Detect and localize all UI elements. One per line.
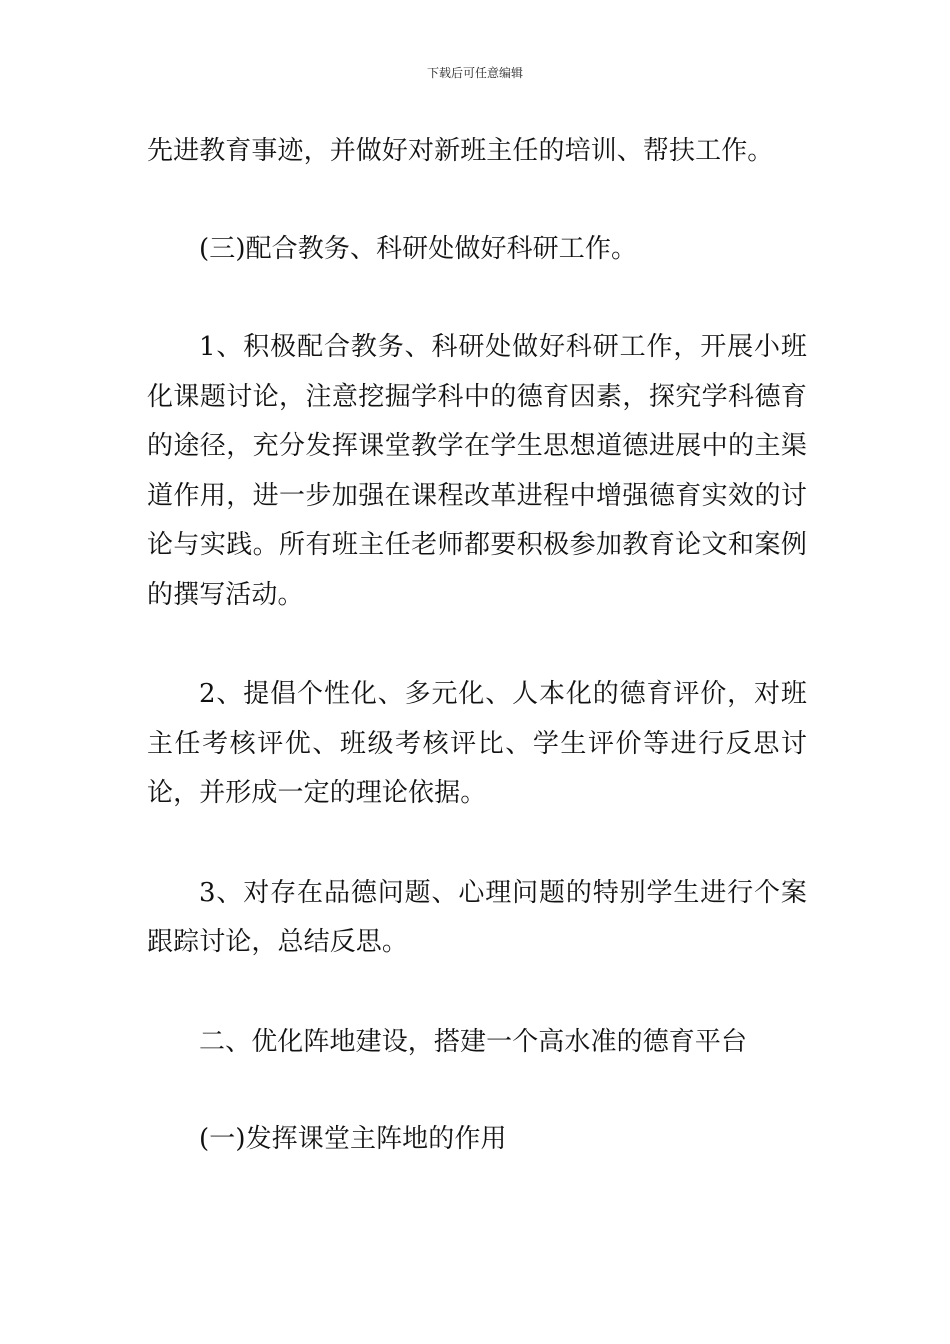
- paragraph-item-2: 2、提倡个性化、多元化、人本化的德育评价，对班主任考核评优、班级考核评比、学生评价等进行反思讨论，并形成一定的理论依据。: [147, 679, 807, 808]
- paragraph-item-1: 1、积极配合教务、科研处做好科研工作，开展小班化课题讨论，注意挖掘学科中的德育因素，探究学科德育的途径，充分发挥课堂教学在学生思想道德进展中的主渠道作用，进一步加强在课程改革进程中增强德育实效的讨论与实践。所有班主任老师都要积极参加教育论文和案例的撰写活动。: [147, 332, 807, 610]
- document-body: [147, 127, 807, 1165]
- paragraph-item-3: 3、对存在品德问题、心理问题的特别学生进行个案跟踪讨论，总结反思。: [147, 877, 807, 957]
- paragraph-continuation: 先进教育事迹，并做好对新班主任的培训、帮扶工作。: [147, 136, 774, 166]
- section-heading-1: (一)发挥课堂主阵地的作用: [199, 1124, 507, 1154]
- section-heading-3: (三)配合教务、科研处做好科研工作。: [199, 233, 638, 264]
- chapter-heading-2: 二、优化阵地建设，搭建一个高水准的德育平台: [199, 1026, 748, 1057]
- page-header-note: 下载后可任意编辑: [426, 66, 523, 80]
